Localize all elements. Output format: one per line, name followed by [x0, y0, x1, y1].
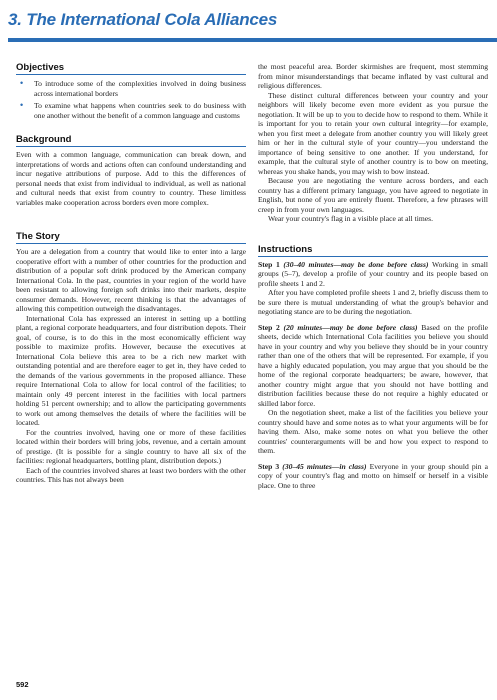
- left-column: [16, 62, 246, 493]
- step-3-text: Everyone in your group should pin a copy of your country's flag and motto on himself or herself in a visible place. One to three: [258, 461, 488, 490]
- page-number: 592: [16, 680, 29, 689]
- objectives-heading: Objectives: [16, 62, 246, 75]
- story-heading: The Story: [16, 231, 246, 244]
- continued-paragraph: These distinct cultural differences between your country and your neighbors will likely become even more evident as you pursue the negotiation. It will be up to you to decide how to respond to them. While it is important for you to retain your own cultural integrity—for example, when you first meet a delegate from another country you will likely greet him or her in the cultural style of your country—you understand the importance of being sensitive to one another. If you understand, for example, that the cultural style of another country is to bow on meeting, whereas you shake hands, you may wish to bow instead.: [258, 90, 488, 176]
- background-heading: Background: [16, 134, 246, 147]
- continued-paragraph: the most peaceful area. Border skirmishes are frequent, most stemming from minor misunderstandings that became inflated by vast cultural and religious differences.: [258, 62, 488, 90]
- story-paragraph: For the countries involved, having one or more of these facilities located within their borders will bring jobs, revenue, and a certain amount of prestige. (It is possible for a single country to have all six of the facilities: regional headquarters, bottling plant, distribution depots.): [16, 427, 246, 465]
- objective-item: • To introduce some of the complexities involved in doing business across international borders: [16, 79, 246, 98]
- step-2-time: (20 minutes—may be done before class): [283, 322, 418, 332]
- title-rule: [8, 38, 497, 42]
- right-column: [258, 62, 488, 498]
- step-3-paragraph: [258, 462, 488, 491]
- objective-item: • To examine what happens when countries seek to do business with one another without the benefit of a common language and customs: [16, 101, 246, 120]
- background-section: [16, 134, 246, 207]
- chapter-title: 3. The International Cola Alliances: [8, 10, 278, 29]
- instructions-section: [258, 244, 488, 491]
- step-2-followup: On the negotiation sheet, make a list of the facilities you believe your country should have and some notes as to what your arguments will be for having them. Also, make some notes on what you believe the other countries' counterarguments will be and how you expect to respond to them.: [258, 408, 488, 455]
- continued-paragraph: Because you are negotiating the venture across borders, and each country has a different primary language, you have agreed to negotiate in English, but none of you are entirely fluent. Therefore, a few phrases will creep in from your own languages.: [258, 176, 488, 214]
- continued-paragraph: Wear your country's flag in a visible place at all times.: [268, 214, 434, 223]
- background-paragraph: Even with a common language, communication can break down, and interpretations of words and actions often can confound understanding and incur negative attributions of purpose. Add to this the differences of personal needs that exist from individual to individual, as well as national and cultural needs that exist from country to country. These limitless variables make cooperation across borders even more complex.: [16, 150, 246, 207]
- step-1-followup: After you have completed profile sheets 1 and 2, briefly discuss them to be sure there is mutual understanding of what the group's behavior and negotiating stance are to be during the negotiation.: [258, 288, 488, 316]
- instructions-heading: Instructions: [258, 244, 488, 257]
- step-2-text: Based on the profile sheets, decide which International Cola facilities you believe you should have in your country and why you believe they should be in your country rather than one of the others that will be represented. For example, if you have a highly educated population, you may argue that you should be the home of the regional corporate headquarters; be aware, however, that another country might argue that you should not have bottling and distribution facilities because these do not require a highly educated or skilled labor force.: [258, 322, 489, 408]
- story-paragraph: Each of the countries involved shares at least two borders with the other countries. This has not always been: [16, 465, 246, 484]
- step-1-text: Working in small groups (5–7), develop a profile of your country and its people based on profile sheets 1 and 2.: [258, 259, 489, 288]
- step-1-paragraph: [258, 260, 488, 289]
- step-2-label: Step 2: [258, 322, 280, 332]
- objectives-section: [16, 62, 246, 120]
- step-1-label: Step 1: [258, 259, 280, 269]
- story-section: [16, 231, 246, 485]
- objectives-list: [16, 79, 246, 120]
- step-3-label: Step 3: [258, 461, 280, 471]
- story-paragraph: You are a delegation from a country that would like to enter into a large cooperative effort with a number of other countries for the production and distribution of a popular soft drink produced by the American company International Cola. In the past, countries in your region of the world have been resistant to allowing foreign soft drinks into their markets, despite consumer demands. However, recent thinking is that the advantages of allowing this competition outweigh the disadvantages.: [16, 247, 246, 313]
- story-paragraph: International Cola has expressed an interest in setting up a bottling plant, a regional corporate headquarters, and four distribution depots. Their goal, of course, is to do this in the most economically efficient way possible to maximize profits. However, because the executives at International Cola believe this area to be a rich new market with outstanding potential and are therefore eager to get in, they have ceded to the demands of the various governments in the proposed alliance. These require International Cola to allow for local control of the facilities; to maintain only 49 percent interest in the facilities with local partners holding 51 percent ownership; and to allow the participating governments to work out among themselves the details of where the facilities will be located.: [16, 313, 246, 427]
- step-1-time: (30–40 minutes—may be done before class): [283, 259, 429, 269]
- step-2-paragraph: [258, 323, 488, 409]
- step-3-time: (30–45 minutes—in class): [282, 461, 367, 471]
